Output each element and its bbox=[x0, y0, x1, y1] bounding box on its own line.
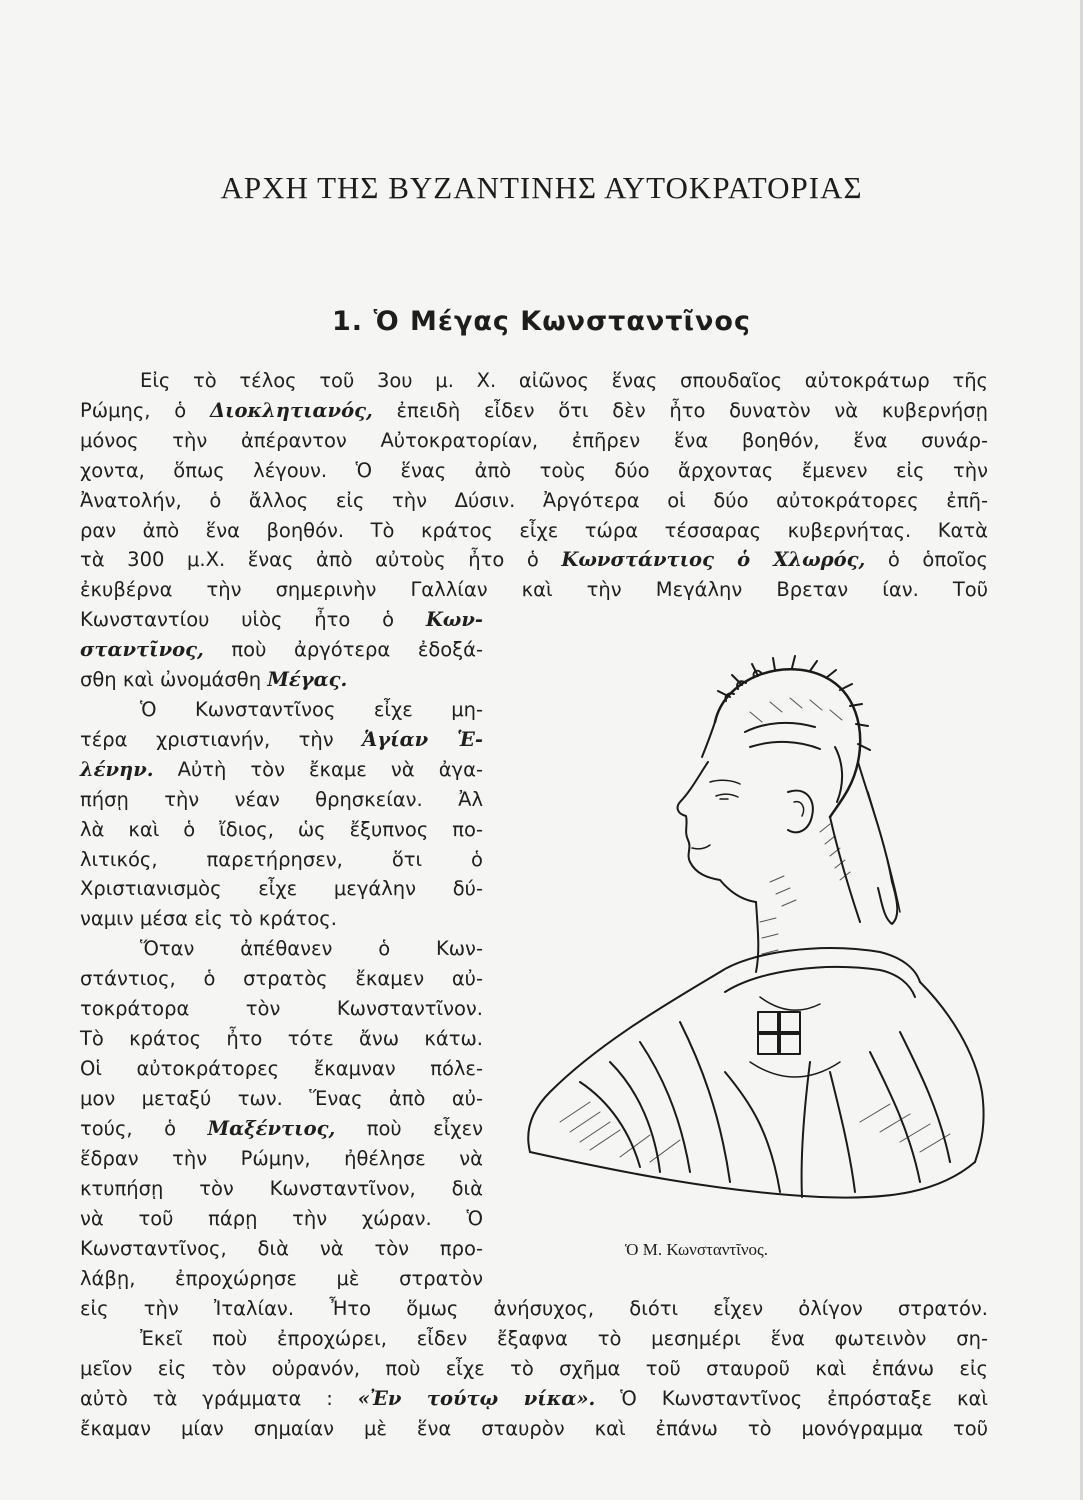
text-line: Οἱ αὐτοκράτορες ἔκαμναν πόλε- bbox=[80, 1057, 483, 1080]
section-title: 1. Ὁ Μέγας Κωνσταντῖνος bbox=[332, 306, 751, 337]
text-line bbox=[80, 637, 483, 663]
text-line bbox=[80, 727, 483, 753]
text-line: Ὁ Κωνσταντῖνος εἶχε μη- bbox=[140, 698, 483, 721]
text-line bbox=[80, 398, 988, 424]
emphasis-name: Μέγας. bbox=[267, 668, 348, 691]
text-span: ἐπειδὴ εἶδεν ὅτι δὲν ἦτο δυνατὸν νὰ κυβερνήσῃ bbox=[372, 399, 988, 422]
text-span: τὰ 300 μ.Χ. ἕνας ἀπὸ αὐτοὺς ἦτο ὁ bbox=[80, 548, 562, 571]
text-line: λάβῃ, ἐπροχώρησε μὲ στρατὸν bbox=[80, 1267, 483, 1290]
text-line bbox=[80, 667, 483, 693]
figure-caption: Ὁ Μ. Κωνσταντῖνος. bbox=[625, 1240, 768, 1259]
text-line: Ἀνατολήν, ὁ ἄλλος εἰς τὴν Δύσιν. Ἀργότερα οἱ δύο αὐτοκράτορες ἐπῆ- bbox=[80, 489, 988, 512]
emphasis-name: Κων- bbox=[425, 608, 483, 631]
text-line: Ὅταν ἀπέθανεν ὁ Κων- bbox=[140, 937, 483, 960]
text-line bbox=[80, 1386, 988, 1412]
emphasis-name: σταντῖνος, bbox=[80, 638, 204, 661]
text-span: ποὺ ἀργότερα ἐδοξά- bbox=[203, 638, 483, 661]
text-line bbox=[80, 368, 988, 394]
text-line: Κωνσταντῖνος, διὰ νὰ τὸν προ- bbox=[80, 1237, 483, 1260]
text-line: χοντα, ὅπως λέγουν. Ὁ ἕνας ἀπὸ τοὺς δύο ἄρχοντας ἔμενεν εἰς τὴν bbox=[80, 459, 988, 482]
text-line bbox=[80, 547, 988, 573]
text-span: Αὐτὴ τὸν ἔκαμε νὰ ἀγα- bbox=[153, 758, 483, 781]
text-span: ποὺ εἶχεν bbox=[335, 1117, 483, 1140]
text-line: ἔκαμαν μίαν σημαίαν μὲ ἕνα σταυρὸν καὶ ἐπάνω τὸ μονόγραμμα τοῦ bbox=[80, 1417, 988, 1440]
text-line: Τὸ κράτος ἦτο τότε ἄνω κάτω. bbox=[80, 1027, 483, 1050]
text-line bbox=[80, 607, 483, 633]
text-line bbox=[80, 757, 483, 783]
emphasis-name: Ἁγίαν Ἑ- bbox=[362, 728, 483, 751]
text-line: πήσῃ τὴν νέαν θρησκείαν. Ἀλ bbox=[80, 788, 483, 811]
text-line: λιτικός, παρετήρησεν, ὅτι ὁ bbox=[80, 848, 483, 871]
text-line: ραν ἀπὸ ἕνα βοηθόν. Τὸ κράτος εἶχε τώρα τέσσαρας κυβερνήτας. Κατὰ bbox=[80, 519, 988, 542]
text-line: μεῖον εἰς τὸν οὐρανόν, ποὺ εἶχε τὸ σχῆμα τοῦ σταυροῦ καὶ ἐπάνω εἰς bbox=[80, 1357, 988, 1380]
emphasis-name: Μαξέντιος, bbox=[207, 1117, 336, 1140]
text-span: σθη καὶ ὠνομάσθη bbox=[80, 668, 268, 691]
text-span: Ὁ Κωνσταντῖνος ἐπρόσταξε καὶ bbox=[595, 1387, 988, 1410]
text-line: ἐκυβέρνα τὴν σημερινὴν Γαλλίαν καὶ τὴν Μεγάλην Βρεταν ίαν. Τοῦ bbox=[80, 578, 988, 601]
text-span: Κωνσταντίου υἱὸς ἦτο ὁ bbox=[80, 608, 426, 631]
chapter-title: ΑΡΧΗ ΤΗΣ ΒΥΖΑΝΤΙΝΗΣ ΑΥΤΟΚΡΑΤΟΡΙΑΣ bbox=[220, 170, 863, 205]
text-line bbox=[80, 1116, 483, 1142]
text-line: μον μεταξύ των. Ἕνας ἀπὸ αὐ- bbox=[80, 1087, 483, 1110]
text-line: Ἐκεῖ ποὺ ἐπροχώρει, εἶδεν ἔξαφνα τὸ μεσημέρι ἕνα φωτεινὸν ση- bbox=[140, 1327, 988, 1350]
text-line: ἕδραν τὴν Ρώμην, ἠθέλησε νὰ bbox=[80, 1147, 483, 1170]
text-span: Ρώμης, ὁ bbox=[80, 399, 210, 422]
text-line: ναμιν μέσα εἰς τὸ κράτος. bbox=[80, 907, 337, 930]
text-span: Εἰς τὸ τέλος τοῦ 3ου μ. Χ. αἰῶνος ἕνας σπουδαῖος αὐτοκράτωρ τῆς bbox=[140, 369, 988, 392]
text-line: τοκράτορα τὸν Κωνσταντῖνον. bbox=[80, 997, 483, 1020]
emphasis-quote: «Ἐν τούτῳ νίκα». bbox=[357, 1387, 596, 1410]
text-line: Χριστιανισμὸς εἶχε μεγάλην δύ- bbox=[80, 877, 483, 900]
text-line: μόνος τὴν ἀπέραντον Αὐτοκρατορίαν, ἐπῆρεν ἕνα βοηθόν, ἕνα συνάρ- bbox=[80, 429, 988, 452]
emphasis-name: λένην. bbox=[80, 758, 154, 781]
text-line: εἰς τὴν Ἰταλίαν. Ἦτο ὅμως ἀνήσυχος, διότι εἶχεν ὀλίγον στρατόν. bbox=[80, 1297, 988, 1320]
emphasis-name: Διοκλητιανός, bbox=[209, 399, 373, 422]
text-span: τούς, ὁ bbox=[80, 1117, 208, 1140]
text-line: στάντιος, ὁ στρατὸς ἔκαμεν αὐ- bbox=[80, 967, 483, 990]
text-span: ὁ ὁποῖος bbox=[865, 548, 988, 571]
constantine-bust-illustration bbox=[520, 652, 990, 1242]
text-span: τέρα χριστιανήν, τὴν bbox=[80, 728, 363, 751]
emphasis-name: Κωνστάντιος ὁ Χλωρός, bbox=[561, 548, 866, 571]
text-line: νὰ τοῦ πάρῃ τὴν χώραν. Ὁ bbox=[80, 1207, 483, 1230]
text-line: κτυπήσῃ τὸν Κωνσταντῖνον, διὰ bbox=[80, 1177, 483, 1200]
text-span: αὐτὸ τὰ γράμματα : bbox=[80, 1387, 358, 1410]
text-line: λὰ καὶ ὁ ἴδιος, ὡς ἔξυπνος πο- bbox=[80, 818, 483, 841]
